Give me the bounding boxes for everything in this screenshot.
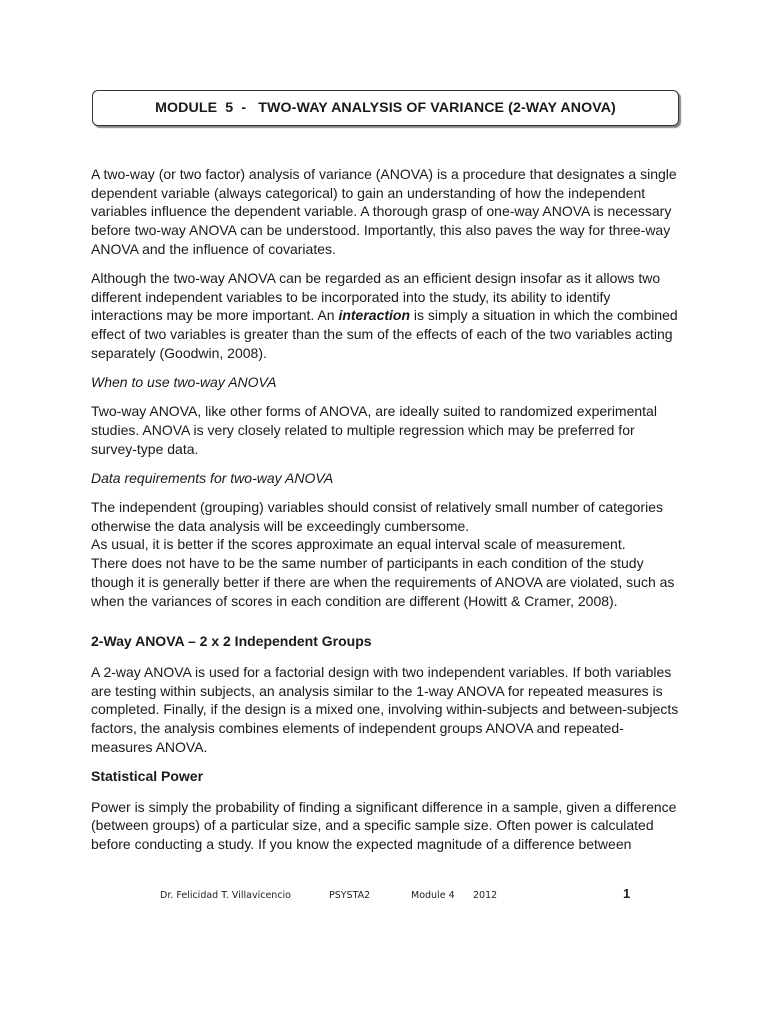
emphasis-interaction: interaction	[338, 307, 411, 324]
page-footer	[0, 886, 768, 906]
footer-module: Module 4	[411, 890, 455, 901]
footer-page-number: 1	[623, 886, 631, 901]
section-heading-2x2: 2-Way ANOVA – 2 x 2 Independent Groups	[91, 633, 372, 650]
paragraph-intro: A two-way (or two factor) analysis of variance (ANOVA) is a procedure that designates a single dependent variable (always categorical) to gain an understanding of how the independent variables influence the dependent variable. A thorough grasp of one-way ANOVA is necessary before two-way ANOVA can be understood. Importantly, this also paves the way for three-way ANOVA and the influence of covariates.	[91, 166, 677, 257]
subheading-when-to-use: When to use two-way ANOVA	[91, 374, 277, 391]
footer-author: Dr. Felicidad T. Villavicencio	[160, 890, 291, 901]
paragraph-2x2: A 2-way ANOVA is used for a factorial design with two independent variables. If both variables are testing within subjects, an analysis similar to the 1-way ANOVA for repeated measures is completed. Finally, if the design is a mixed one, involving within-subjects and between-subjects factors, the analysis combines elements of independent groups ANOVA and repeated-measures ANOVA.	[91, 663, 679, 755]
footer-year: 2012	[473, 890, 498, 901]
footer-course: PSYSTA2	[329, 890, 371, 901]
paragraph-when-to-use: Two-way ANOVA, like other forms of ANOVA, are ideally suited to randomized experimental studies. ANOVA is very closely related to multiple regression which may be preferred for survey-type data.	[91, 403, 657, 457]
paragraph-interaction-text-2: is simply a situation in which the combined effect of two variables is greater than the sum of the effects of each of the two variables acting separately (Goodwin, 2008).	[91, 307, 678, 361]
document-body	[91, 165, 681, 864]
paragraph-data-req-1: The independent (grouping) variables should consist of relatively small number of categories otherwise the data analysis will be exceedingly cumbersome.	[91, 499, 663, 534]
paragraph-interaction	[91, 269, 681, 363]
paragraph-power: Power is simply the probability of finding a significant difference in a sample, given a difference (between groups) of a particular size, and a specific sample size. Often power is calculated before conducting a study. If you know the expected magnitude of a difference between	[91, 798, 677, 853]
paragraph-interaction-text-1: Although the two-way ANOVA can be regarded as an efficient design insofar as it allows two different independent variables to be incorporated into the study, its ability to identify interactions may be more important. An	[91, 270, 661, 324]
paragraph-data-req-3: There does not have to be the same number of participants in each condition of the study though it is generally better if there are when the requirements of ANOVA are violated, such as when the variances of scores in each condition are different (Howitt & Cramer, 2008).	[91, 555, 675, 609]
paragraph-data-req-2: As usual, it is better if the scores approximate an equal interval scale of measurement.	[91, 536, 626, 553]
section-heading-power: Statistical Power	[91, 767, 204, 784]
page-title: MODULE 5 - TWO-WAY ANALYSIS OF VARIANCE (2-WAY ANOVA)	[92, 90, 679, 126]
subheading-data-requirements: Data requirements for two-way ANOVA	[91, 469, 334, 486]
